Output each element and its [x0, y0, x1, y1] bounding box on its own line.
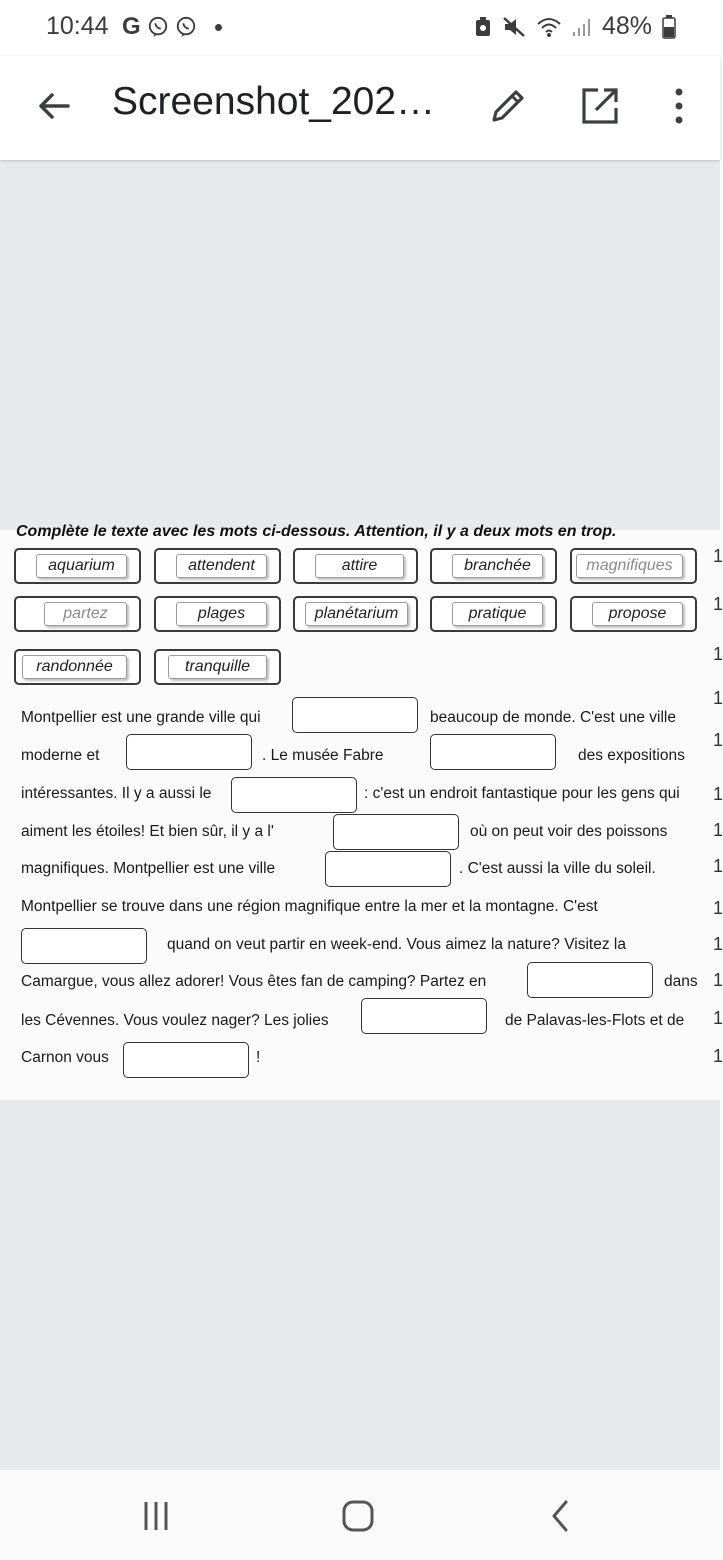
- word-label: plages: [176, 602, 267, 626]
- home-icon[interactable]: [336, 1494, 380, 1538]
- word-label: attendent: [176, 554, 267, 578]
- text-segment: où on peut voir des poissons: [470, 823, 668, 840]
- word-label: attire: [315, 554, 404, 578]
- back-arrow-icon[interactable]: [30, 82, 78, 130]
- cropped-edge-mark: 1: [713, 970, 723, 990]
- text-segment: moderne et: [21, 747, 100, 764]
- navigation-bar: [0, 1470, 720, 1560]
- cropped-edge-mark: 1: [713, 730, 723, 750]
- word-label: planétarium: [305, 602, 408, 626]
- blank-box: [21, 928, 147, 964]
- text-segment: aiment les étoiles! Et bien sûr, il y a l': [21, 823, 274, 840]
- text-segment: dans: [664, 973, 698, 990]
- cropped-edge-mark: 1: [713, 934, 723, 954]
- text-segment: intéressantes. Il y a aussi le: [21, 785, 212, 802]
- open-in-new-icon[interactable]: [578, 84, 622, 128]
- word-label: pratique: [452, 602, 543, 626]
- word-label: branchée: [452, 554, 543, 578]
- battery-icon: [662, 15, 676, 39]
- blank-box: [361, 998, 487, 1034]
- word-label: propose: [592, 602, 683, 626]
- text-segment: : c'est un endroit fantastique pour les gens qui: [364, 785, 680, 802]
- signal-icon: [572, 16, 592, 38]
- text-segment: des expositions: [578, 747, 685, 764]
- blank-box: [123, 1042, 249, 1078]
- cropped-edge-mark: 1: [713, 1008, 723, 1028]
- back-nav-icon[interactable]: [538, 1494, 582, 1538]
- cropped-edge-mark: 1: [713, 644, 723, 664]
- word-card: [293, 548, 418, 584]
- text-segment: Montpellier est une grande ville qui: [21, 709, 261, 726]
- blank-box: [126, 734, 252, 770]
- text-segment: Carnon vous: [21, 1049, 109, 1066]
- mute-icon: [502, 16, 526, 38]
- word-card: [14, 548, 141, 584]
- cropped-edge-mark: 1: [713, 820, 723, 840]
- cropped-edge-mark: 1: [713, 784, 723, 804]
- image-viewer[interactable]: [0, 160, 723, 1470]
- word-card: [293, 596, 418, 632]
- more-vert-icon[interactable]: [662, 84, 696, 128]
- blank-box: [527, 962, 653, 998]
- text-segment: !: [256, 1049, 261, 1066]
- google-icon: G: [122, 13, 141, 40]
- cropped-edge-mark: 1: [713, 856, 723, 876]
- page-title: Screenshot_202…: [112, 80, 436, 123]
- word-label: aquarium: [36, 554, 127, 578]
- more-notifications-dot-icon: [215, 24, 222, 31]
- pencil-icon[interactable]: [486, 84, 530, 128]
- blank-box: [292, 697, 418, 733]
- cropped-edge-mark: 1: [713, 546, 723, 566]
- word-card: [154, 548, 281, 584]
- word-card: [14, 596, 141, 632]
- text-segment: quand on veut partir en week-end. Vous aimez la nature? Visitez la: [167, 936, 626, 953]
- status-notification-icons: [122, 13, 222, 41]
- word-label: partez: [44, 602, 127, 626]
- word-card: [430, 548, 557, 584]
- status-bar: [0, 0, 720, 56]
- word-label: randonnée: [22, 655, 127, 679]
- wifi-icon: [536, 16, 562, 38]
- document-image: [0, 523, 723, 1100]
- word-card: [570, 596, 697, 632]
- word-card: [430, 596, 557, 632]
- text-segment: . Le musée Fabre: [262, 747, 384, 764]
- text-segment: les Cévennes. Vous voulez nager? Les jolies: [21, 1012, 329, 1029]
- word-card: [14, 649, 141, 685]
- recent-apps-icon[interactable]: [134, 1494, 178, 1538]
- word-label: tranquille: [168, 655, 267, 679]
- text-segment: . C'est aussi la ville du soleil.: [459, 860, 656, 877]
- viber-icon-2: [175, 16, 197, 38]
- battery-percent: 48%: [601, 12, 652, 40]
- cropped-edge-mark: 1: [713, 594, 723, 614]
- word-label: magnifiques: [576, 554, 683, 578]
- viber-icon: [147, 16, 169, 38]
- data-saver-icon: [474, 16, 492, 38]
- blank-box: [333, 814, 459, 850]
- text-segment: magnifiques. Montpellier est une ville: [21, 860, 276, 877]
- text-segment: de Palavas-les-Flots et de: [505, 1012, 685, 1029]
- cropped-edge-mark: 1: [713, 1046, 723, 1066]
- cropped-edge-mark: 1: [713, 898, 723, 918]
- text-segment: Camargue, vous allez adorer! Vous êtes fan de camping? Partez en: [21, 973, 487, 990]
- status-time: 10:44: [46, 12, 109, 40]
- word-card: [154, 596, 281, 632]
- text-segment: beaucoup de monde. C'est une ville: [430, 709, 676, 726]
- blank-box: [430, 734, 556, 770]
- status-system-icons: [474, 12, 676, 41]
- blank-box: [325, 851, 451, 887]
- exercise-instruction: Complète le texte avec les mots ci-dessous. Attention, il y a deux mots en trop.: [16, 523, 617, 540]
- word-card: [570, 548, 697, 584]
- text-segment: Montpellier se trouve dans une région magnifique entre la mer et la montagne. C'est: [21, 898, 598, 915]
- cropped-edge-mark: 1: [713, 688, 723, 708]
- blank-box: [231, 777, 357, 813]
- word-card: [154, 649, 281, 685]
- app-bar: [0, 56, 720, 160]
